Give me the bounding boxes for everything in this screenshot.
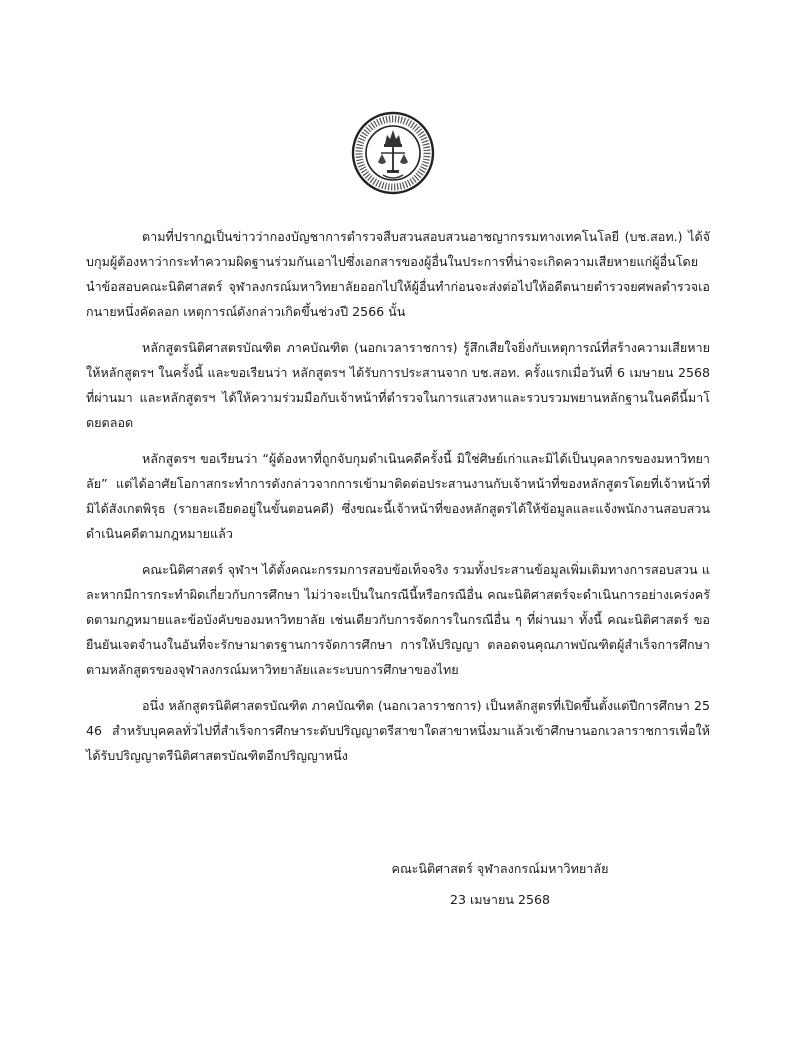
paragraph-2: หลักสูตรนิติศาสตรบัณฑิต ภาคบัณฑิต (นอกเวลาราชการ) รู้สึกเสียใจยิ่งกับเหตุการณ์ที่สร้างความเสียหายให้หลักสูตรฯ ในครั้งนี้ และขอเรียนว่า หลักสูตรฯ ได้รับการประสานจาก บช.สอท. ครั้งแรกเมื่อวันที่ 6 เมษายน 2568 ที่ผ่านมา และหลักสูตรฯ ได้ให้ความร่วมมือกับเจ้าหน้าที่ตำรวจในการแสวงหาและรวบรวมพยานหลักฐานในคดีนี้มาโดยตลอด xyxy=(86,340,710,430)
paragraph-1: ตามที่ปรากฏเป็นข่าวว่ากองบัญชาการตำรวจสืบสวนสอบสวนอาชญากรรมทางเทคโนโลยี (บช.สอท.) ได้จับกุมผู้ต้องหาว่ากระทำความผิดฐานร่วมกันเอาไปซึ่งเอกสารของผู้อื่นในประการที่น่าจะเกิดความเสียหายแก่ผู้อื่นโดยนำข้อสอบคณะนิติศาสตร์ จุฬาลงกรณ์มหาวิทยาลัยออกไปให้ผู้อื่นทำก่อนจะส่งต่อไปให้อดีตนายตำรวจยศพลตำรวจเอกนายหนึ่งคัดลอก เหตุการณ์ดังกล่าวเกิดขึ้นช่วงปี 2566 นั้น xyxy=(86,229,710,319)
paragraph-4: คณะนิติศาสตร์ จุฬาฯ ได้ตั้งคณะกรรมการสอบข้อเท็จจริง รวมทั้งประสานข้อมูลเพิ่มเติมทางการสอบสวน และหากมีการกระทำผิดเกี่ยวกับการศึกษา ไม่ว่าจะเป็นในกรณีนี้หรือกรณีอื่น คณะนิติศาสตร์จะดำเนินการอย่างเคร่งครัดตามกฎหมายและข้อบังคับของมหาวิทยาลัย เช่นเดียวกับการจัดการในกรณีอื่น ๆ ที่ผ่านมา ทั้งนี้ คณะนิติศาสตร์ ขอยืนยันเจตจำนงในอันที่จะรักษามาตรฐานการจัดการศึกษา การให้ปริญญา ตลอดจนคุณภาพบัณฑิตผู้สำเร็จการศึกษาตามหลักสูตรของจุฬาลงกรณ์มหาวิทยาลัยและระบบการศึกษาของไทย xyxy=(86,562,710,677)
signature-date: 23 เมษายน 2568 xyxy=(449,892,551,907)
signature-organization: คณะนิติศาสตร์ จุฬาลงกรณ์มหาวิทยาลัย xyxy=(391,861,609,876)
paragraph-5: อนึ่ง หลักสูตรนิติศาสตรบัณฑิต ภาคบัณฑิต (นอกเวลาราชการ) เป็นหลักสูตรที่เปิดขึ้นตั้งแต่ปีการศึกษา 2546 สำหรับบุคคลทั่วไปที่สำเร็จการศึกษาระดับปริญญาตรีสาขาใดสาขาหนึ่งมาแล้วเข้าศึกษานอกเวลาราชการเพื่อให้ได้รับปริญญาตรีนิติศาสตรบัณฑิตอีกปริญญาหนึ่ง xyxy=(86,698,710,763)
statement-body xyxy=(86,224,710,779)
university-seal-logo xyxy=(351,111,435,195)
seal-emblem-icon xyxy=(351,111,435,195)
paragraph-3: หลักสูตรฯ ขอเรียนว่า “ผู้ต้องหาที่ถูกจับกุมดำเนินคดีครั้งนี้ มิใช่ศิษย์เก่าและมิได้เป็นบุคลากรของมหาวิทยาลัย” แต่ได้อาศัยโอกาสกระทำการดังกล่าวจากการเข้ามาติดต่อประสานงานกับเจ้าหน้าที่ของหลักสูตรโดยที่เจ้าหน้าที่มิได้สังเกตพิรุธ (รายละเอียดอยู่ในขั้นตอนคดี) ซึ่งขณะนี้เจ้าหน้าที่ของหลักสูตรได้ให้ข้อมูลและแจ้งพนักงานสอบสวนดำเนินคดีตามกฎหมายแล้ว xyxy=(86,451,710,541)
signature-block xyxy=(320,856,680,918)
